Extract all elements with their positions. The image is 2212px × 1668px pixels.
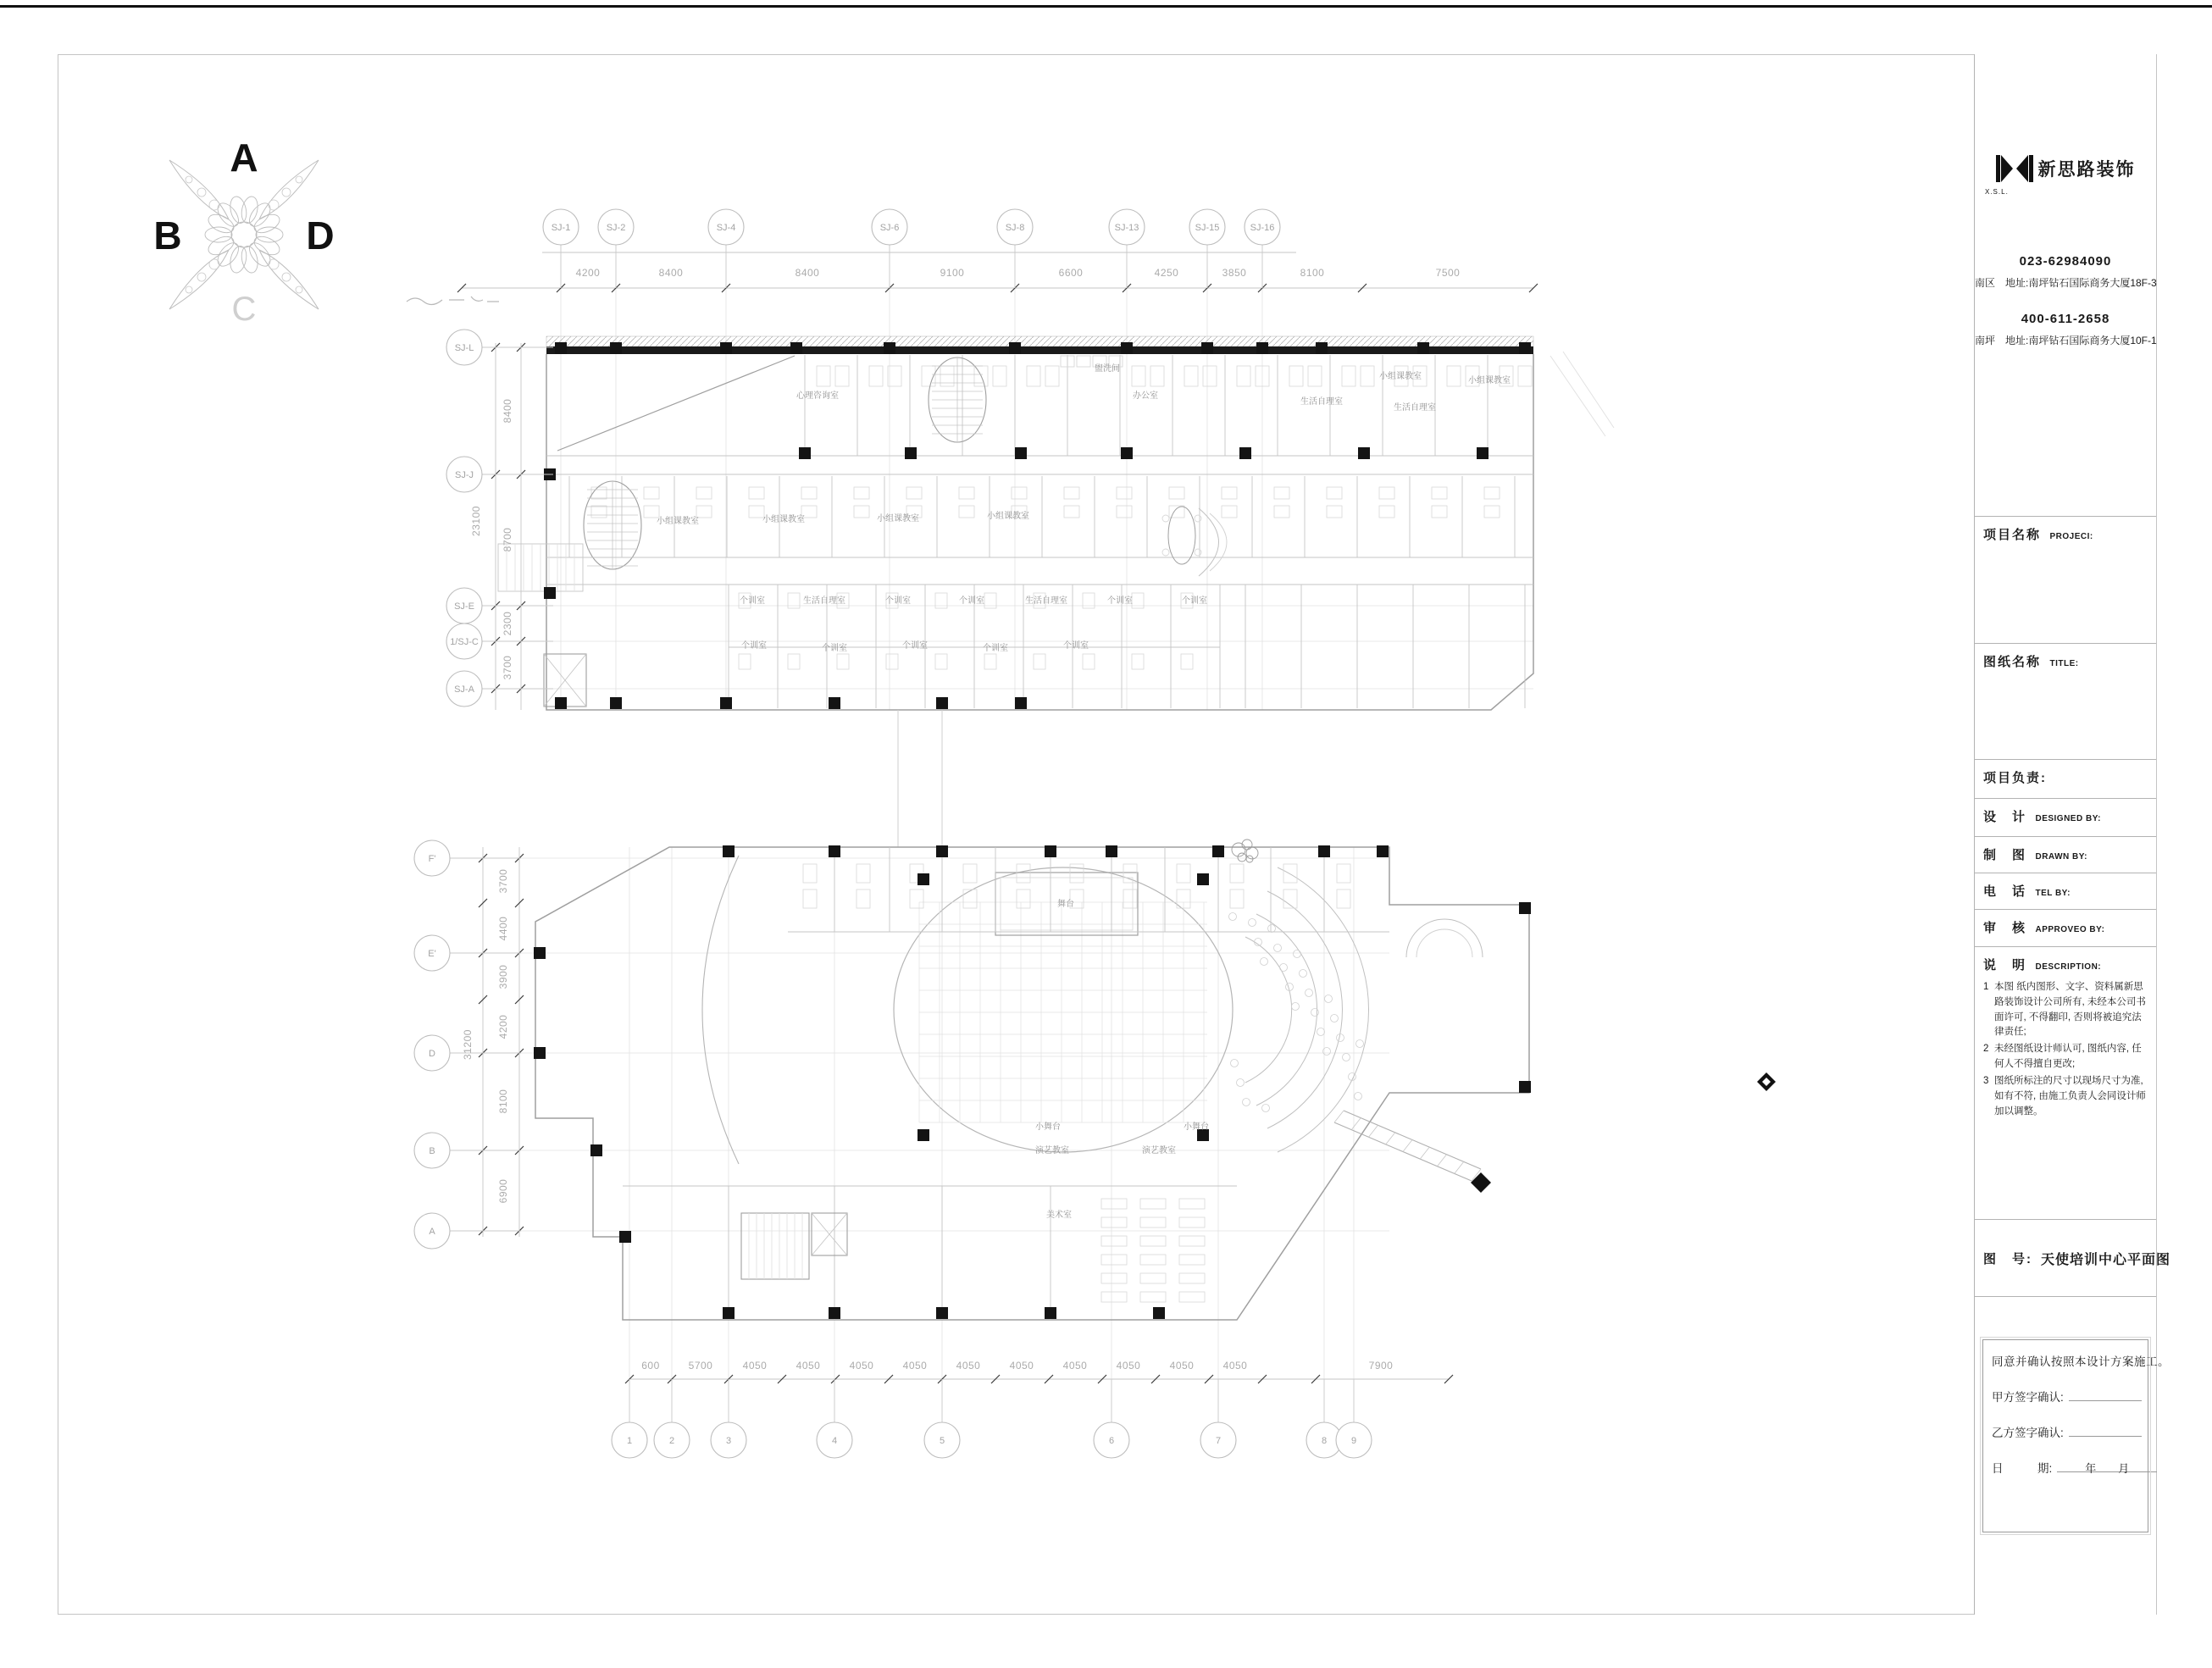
phone-number: 023-62984090 xyxy=(2019,254,2112,269)
party-a-label: 甲方签字确认: xyxy=(1992,1391,2064,1404)
field-label-en: PROJECI: xyxy=(2049,532,2093,541)
field-label-en: DRAWN BY: xyxy=(2035,852,2087,862)
contact-nanping xyxy=(1975,312,2156,347)
title-block xyxy=(1974,54,2171,1615)
grid-bubble-label: 6 xyxy=(1108,1436,1115,1446)
dimension-label: 7900 xyxy=(1368,1360,1394,1372)
grid-bubble-label: D xyxy=(429,1049,435,1059)
description-notes xyxy=(1975,973,2156,1119)
room-label: 个训室 xyxy=(740,596,765,606)
description-note: 2 未经图纸设计师认可, 图纸内容, 任何人不得擅自更改; xyxy=(1983,1044,2142,1070)
dimension-label: 4050 xyxy=(1009,1360,1034,1372)
grid-bubble-label: SJ-A xyxy=(454,684,474,695)
room-label: 美术室 xyxy=(1046,1211,1072,1220)
dimension-label: 4050 xyxy=(796,1360,821,1372)
grid-bubble-label: SJ-1 xyxy=(551,223,571,233)
grid-bubble-label: SJ-15 xyxy=(1195,223,1220,233)
grid-bubble-label: 9 xyxy=(1350,1436,1357,1446)
room-label: 个训室 xyxy=(1182,596,1207,606)
dimension-label: 8100 xyxy=(497,1089,509,1114)
grid-bubble-label: A xyxy=(429,1227,435,1237)
field-label: 项目名称 xyxy=(1983,528,2042,542)
dimension-label: 6900 xyxy=(497,1178,509,1204)
room-label: 个训室 xyxy=(959,596,984,606)
dimension-label: 6600 xyxy=(1058,267,1084,279)
company-abbr: X.S.L. xyxy=(1985,188,2009,196)
room-label: 小组课教室 xyxy=(987,512,1029,521)
room-label: 个训室 xyxy=(983,644,1008,653)
dimension-label: 7500 xyxy=(1435,267,1461,279)
confirmation-statement: 同意并确认按照本设计方案施工。 xyxy=(1992,1355,2170,1368)
room-label: 舞台 xyxy=(1057,900,1074,909)
grid-bubble-label: SJ-J xyxy=(455,470,474,480)
grid-bubble-label: 7 xyxy=(1215,1436,1222,1446)
dimension-label: 5700 xyxy=(688,1360,713,1372)
room-label: 个训室 xyxy=(741,641,767,651)
plan-lower xyxy=(414,840,1393,1458)
party-b-signature-row xyxy=(1992,1423,2139,1440)
field-label-en: TEL BY: xyxy=(2035,889,2071,898)
party-b-signature-field[interactable] xyxy=(2069,1424,2142,1437)
grid-bubble-label: B xyxy=(429,1146,435,1156)
field-drawing-title xyxy=(1975,644,2156,760)
date-row xyxy=(1992,1459,2139,1476)
grid-bubble-label: F' xyxy=(428,854,436,864)
contact-south-district xyxy=(1975,254,2156,290)
drawing-number-section xyxy=(1975,1220,2171,1297)
grid-bubble-label: SJ-6 xyxy=(879,223,900,233)
field-label: 图纸名称 xyxy=(1983,655,2042,669)
dimension-label: 3700 xyxy=(497,868,509,894)
grid-bubble-label: E' xyxy=(428,949,436,959)
field-label: 审 核 xyxy=(1983,921,2027,935)
field-drawn-by xyxy=(1975,837,2156,873)
dimension-label: 3900 xyxy=(497,964,509,989)
grid-bubble-label: 2 xyxy=(668,1436,675,1446)
drawing-number-label: 图 号: xyxy=(1983,1251,2032,1266)
dimension-label: 600 xyxy=(641,1360,660,1372)
room-label: 个训室 xyxy=(822,644,847,653)
room-label: 心理咨询室 xyxy=(796,391,839,401)
plan-upper xyxy=(446,209,1511,707)
svg-text:C: C xyxy=(231,291,257,328)
address-line: 南坪 地址:南坪钻石国际商务大厦10F-1 xyxy=(1975,335,2157,346)
field-label-en: TITLE: xyxy=(2049,659,2079,668)
date-label: 日 期: xyxy=(1992,1462,2053,1475)
dimension-label: 31200 xyxy=(462,1029,474,1060)
field-label: 设 计 xyxy=(1983,810,2027,824)
dimension-label: 4050 xyxy=(742,1360,768,1372)
room-label: 小舞台 xyxy=(1184,1122,1209,1132)
room-label: 小组课教室 xyxy=(657,517,699,526)
grid-bubble-label: SJ-13 xyxy=(1114,223,1139,233)
dimension-label: 3700 xyxy=(502,655,513,680)
room-label: 个训室 xyxy=(902,641,928,651)
room-label: 小组课教室 xyxy=(1468,376,1511,385)
date-field[interactable]: 年 月 xyxy=(2057,1460,2157,1472)
field-tel xyxy=(1975,873,2156,910)
dimension-label: 4050 xyxy=(902,1360,928,1372)
grid-bubble-label: 3 xyxy=(725,1436,732,1446)
svg-text:B: B xyxy=(153,213,182,258)
dimension-label: 4250 xyxy=(1154,267,1179,279)
field-label: 项目负责: xyxy=(1983,771,2047,785)
room-label: 盥洗间 xyxy=(1095,364,1120,374)
grid-bubble-label: 4 xyxy=(831,1436,838,1446)
room-label: 演艺教室 xyxy=(1142,1146,1176,1155)
grid-bubble-label: 1 xyxy=(626,1436,633,1446)
room-label: 生活自理室 xyxy=(803,596,845,606)
field-label-en: DESCRIPTION: xyxy=(2035,962,2102,972)
grid-bubble-label: 5 xyxy=(939,1436,945,1446)
dimension-label: 4050 xyxy=(1222,1360,1248,1372)
compass-ornament xyxy=(153,136,499,328)
room-label: 小组课教室 xyxy=(1379,372,1422,381)
field-designed-by xyxy=(1975,799,2156,837)
dimension-label: 4050 xyxy=(1062,1360,1088,1372)
dimension-label: 4200 xyxy=(575,267,601,279)
dimension-label: 9100 xyxy=(940,267,965,279)
room-label: 小舞台 xyxy=(1035,1122,1061,1132)
dimension-label: 4050 xyxy=(1116,1360,1141,1372)
field-approved-by xyxy=(1975,910,2156,947)
room-label: 生活自理室 xyxy=(1300,397,1343,407)
grid-bubble-label: 8 xyxy=(1321,1436,1328,1446)
construction-grid-lines xyxy=(450,288,1533,1379)
phone-number: 400-611-2658 xyxy=(2021,312,2110,326)
field-project-name xyxy=(1975,517,2156,644)
party-b-label: 乙方签字确认: xyxy=(1992,1427,2064,1439)
dimension-label: 8100 xyxy=(1300,267,1325,279)
dimension-label: 8700 xyxy=(502,527,513,552)
description-section xyxy=(1975,947,2156,1220)
room-label: 个训室 xyxy=(885,596,911,606)
signature-box xyxy=(1982,1339,2170,1532)
grid-bubble-label: SJ-4 xyxy=(716,223,736,233)
dimension-label: 3850 xyxy=(1222,267,1247,279)
company-name: 新思路装饰 xyxy=(2037,160,2136,180)
room-label: 演艺教室 xyxy=(1035,1146,1069,1155)
address-line: 南区 地址:南坪钻石国际商务大厦18F-3 xyxy=(1975,277,2157,289)
grid-bubble-label: SJ-L xyxy=(454,343,474,353)
room-label: 生活自理室 xyxy=(1025,596,1067,606)
grid-bubbles-and-dimensions xyxy=(414,209,1538,1458)
grid-bubble-label: SJ-8 xyxy=(1005,223,1025,233)
description-note: 1 本图 纸内图形、文字、资料属新思路装饰设计公司所有, 未经本公司书面许可, 不得翻印, 否则将被追究法律责任; xyxy=(1983,982,2146,1038)
dimension-label: 23100 xyxy=(470,506,482,536)
room-label: 小组课教室 xyxy=(877,514,919,524)
svg-text:D: D xyxy=(306,213,335,258)
signature-section xyxy=(1975,1297,2170,1615)
room-label: 个训室 xyxy=(1107,596,1133,606)
field-label-en: APPROVEO BY: xyxy=(2035,925,2105,934)
dimension-label: 4400 xyxy=(497,916,509,941)
room-label: 小组课教室 xyxy=(762,515,805,524)
grid-bubble-label: SJ-E xyxy=(454,601,474,612)
dimension-label: 4050 xyxy=(956,1360,981,1372)
dimension-label: 8400 xyxy=(502,398,513,424)
grid-bubble-label: SJ-16 xyxy=(1250,223,1275,233)
description-note: 3 图纸所标注的尺寸以现场尺寸为准, 如有不符, 由施工负责人会同设计师加以调整。 xyxy=(1983,1075,2146,1117)
room-label: 办公室 xyxy=(1133,391,1158,401)
field-label: 说 明 xyxy=(1983,958,2027,973)
field-project-leader xyxy=(1975,760,2156,799)
room-label: 生活自理室 xyxy=(1394,403,1436,413)
title-block-header xyxy=(1975,54,2156,517)
drawing-number-value: 天使培训中心平面图 xyxy=(2041,1252,2171,1267)
dimension-label: 4050 xyxy=(1169,1360,1195,1372)
field-label: 电 话 xyxy=(1983,884,2027,899)
company-logo xyxy=(1975,154,2156,183)
xsl-logo-icon xyxy=(1996,154,2033,183)
dimension-label: 4050 xyxy=(849,1360,874,1372)
grid-bubble-label: SJ-2 xyxy=(606,223,626,233)
dimension-label: 8400 xyxy=(795,267,820,279)
dimension-label: 2300 xyxy=(502,611,513,636)
svg-text:A: A xyxy=(230,136,258,180)
room-label: 个训室 xyxy=(1063,641,1089,651)
grid-bubble-label: 1/SJ-C xyxy=(450,637,479,647)
dimension-label: 4200 xyxy=(497,1014,509,1039)
dimension-label: 8400 xyxy=(658,267,684,279)
party-a-signature-row xyxy=(1992,1388,2139,1405)
field-label-en: DESIGNED BY: xyxy=(2035,814,2101,823)
party-a-signature-field[interactable] xyxy=(2069,1388,2142,1401)
field-label: 制 图 xyxy=(1983,848,2027,862)
walls-and-furniture xyxy=(498,336,1776,1320)
